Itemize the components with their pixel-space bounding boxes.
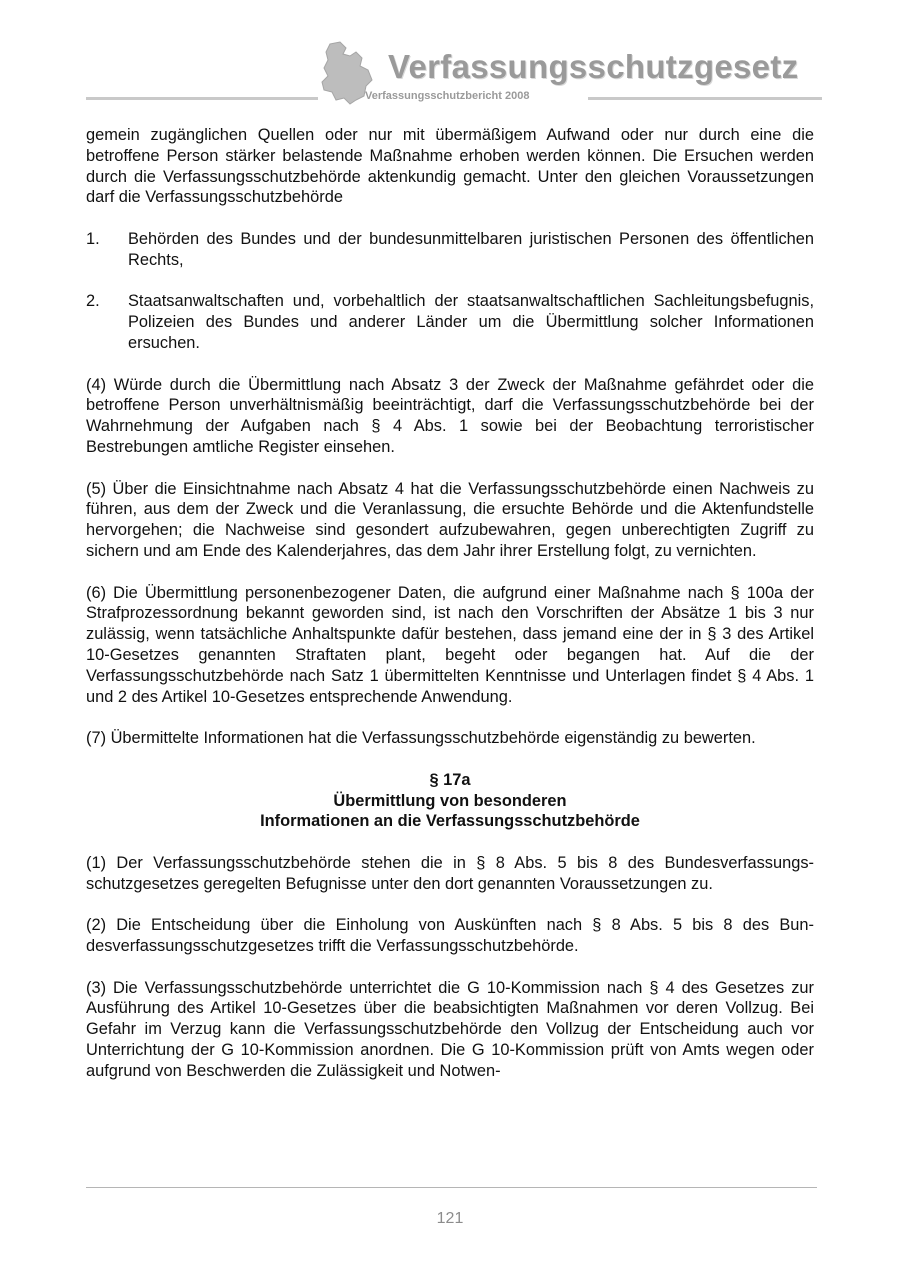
list-item bbox=[86, 291, 814, 353]
list-number: 1. bbox=[86, 229, 100, 248]
section-paragraph-3: (3) Die Verfassungsschutzbehörde unterrichtet die G 10-Kommission nach § 4 des Gesetzes zur Ausführung des Artikel 10-Gesetzes über die beabsichtigten Maßnahmen vor deren Vollzug. Bei Gefahr im Verzug kann die Verfassungsschutzbehörde den Vollzug der Entscheidung auch vor Unterrichtung der G 10-Kommission anordnen. Die G 10-Kommission prüft von Amts wegen oder aufgrund von Beschwerden die Zulässigkeit und Notwen- bbox=[86, 978, 814, 1080]
list-text: Behörden des Bundes und der bundesunmittelbaren juristischen Personen des öffentlichen Rechts, bbox=[128, 229, 814, 269]
intro-paragraph: gemein zugänglichen Quellen oder nur mit übermäßigem Aufwand oder nur durch eine die betroffene Person stärker belastende Maßnahme erhoben werden können. Die Ersuchen werden durch die Verfassungsschutzbehörde aktenkundig gemacht. Unter den gleichen Voraussetzungen darf die Verfassungsschutzbehörde bbox=[86, 126, 814, 207]
section-heading bbox=[86, 770, 814, 832]
list-number: 2. bbox=[86, 292, 100, 311]
paragraph-7: (7) Übermittelte Informationen hat die Verfassungsschutzbehörde eigenständig zu bewerten. bbox=[86, 729, 756, 748]
header-title: Verfassungsschutzgesetz bbox=[388, 48, 799, 85]
section-paragraph-2: (2) Die Entscheidung über die Einholung von Auskünften nach § 8 Abs. 5 bis 8 des Bundesverfassungsschutzgesetzes trifft die Verfassungsschutzbehörde. bbox=[86, 916, 814, 956]
paragraph-6: (6) Die Übermittlung personenbezogener Daten, die aufgrund einer Maßnahme nach § 100a der Strafprozessordnung bekannt geworden sind, ist nach den Vorschriften der Absätze 1 bis 3 nur zulässig, wenn tatsächliche Anhaltspunkte dafür bestehen, dass jemand eine der in § 3 des Artikel 10-Gesetzes genannten Straftaten plant, begeht oder begangen hat. Auf die der Verfassungsschutzbehörde nach Satz 1 übermittelten Kenntnisse und Unterlagen findet § 4 Abs. 1 und 2 des Artikel 10-Gesetzes entsprechende Anwendung. bbox=[86, 583, 814, 706]
page-header bbox=[0, 0, 900, 115]
section-title-line-2: Informationen an die Verfassungsschutzbehörde bbox=[260, 812, 640, 831]
paragraph-4: (4) Würde durch die Übermittlung nach Absatz 3 der Zweck der Maßnahme gefährdet oder die betroffene Person unverhältnismäßig beeinträchtigt, darf die Verfassungsschutzbehörde bei der Wahrnehmung der Aufgaben nach § 4 Abs. 1 sowie bei der Beobachtung terroristischer Bestrebungen amtliche Register einsehen. bbox=[86, 375, 814, 456]
section-number: § 17a bbox=[429, 770, 471, 789]
page-number: 121 bbox=[436, 1210, 464, 1227]
list-text: Staatsanwaltschaften und, vorbehaltlich der staatsanwaltschaftlichen Sachleitungsbefugnis, Polizeien des Bundes und anderer Länder um die Übermittlung solcher Informationen ersuchen. bbox=[128, 292, 814, 352]
document-body bbox=[86, 125, 814, 1102]
footer-rule bbox=[86, 1187, 817, 1188]
header-rule-right bbox=[588, 97, 822, 100]
header-rule-left bbox=[86, 97, 318, 100]
section-paragraph-1: (1) Der Verfassungsschutzbehörde stehen die in § 8 Abs. 5 bis 8 des Bundesverfassungsschutzgesetzes geregelten Befugnisse unter den dort genannten Voraussetzungen zu. bbox=[86, 853, 814, 893]
paragraph-5: (5) Über die Einsichtnahme nach Absatz 4 hat die Verfassungsschutzbehörde einen Nachweis zu führen, aus dem der Zweck und die Veranlassung, die ersuchte Behörde und die Aktenfundstelle hervorgehen; die Nachweise sind gesondert aufzubewahren, gegen unberechtigten Zugriff zu sichern und am Ende des Kalenderjahres, das dem Jahr ihrer Erstellung folgt, zu vernichten. bbox=[86, 479, 814, 560]
list-item bbox=[86, 229, 814, 271]
header-subtitle: Verfassungsschutzbericht 2008 bbox=[365, 90, 530, 102]
section-title-line-1: Übermittlung von besonderen bbox=[333, 791, 567, 810]
